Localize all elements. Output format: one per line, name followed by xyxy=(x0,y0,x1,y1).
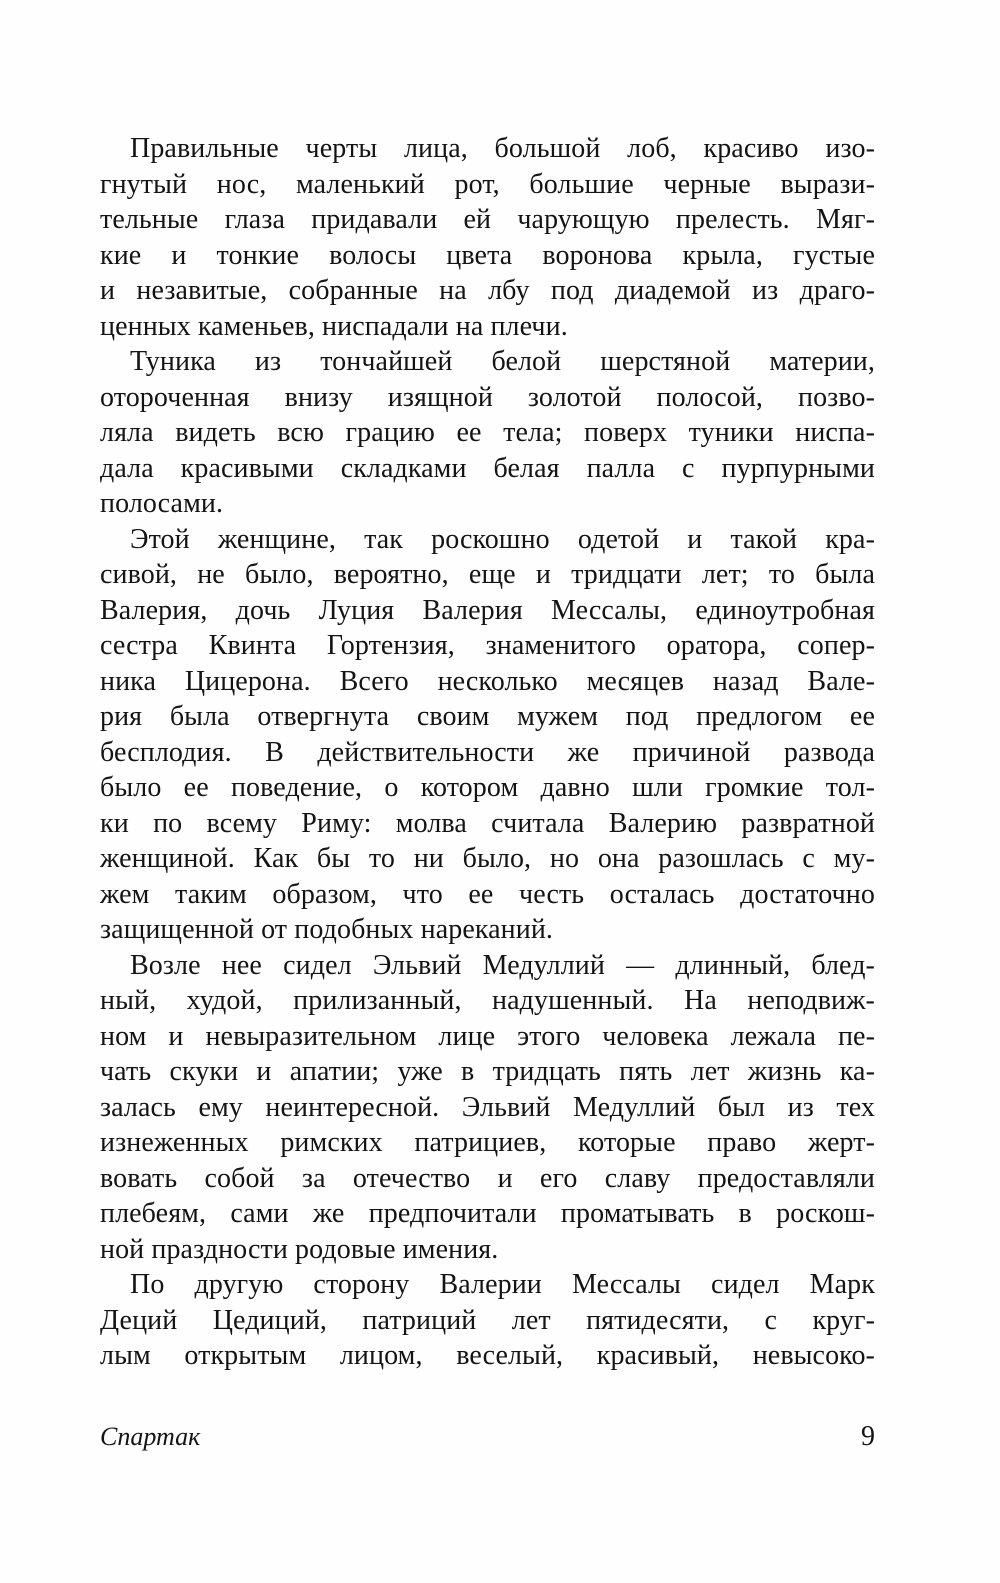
text-line: сивой, не было, вероятно, еще и тридцати лет; то была xyxy=(100,559,875,590)
text-line: ном и невыразительном лице этого человека лежала пе- xyxy=(100,1020,875,1052)
page-footer xyxy=(100,1420,875,1454)
text-line: жем таким образом, что ее честь осталась достаточно xyxy=(100,878,875,910)
text-line: тельные глаза придавали ей чарующую прелесть. Мяг- xyxy=(100,204,875,235)
text-line: ценных каменьев, ниспадали на плечи. xyxy=(100,310,568,342)
text-line: женщиной. Как бы то ни было, но она разошлась с му- xyxy=(100,843,875,874)
text-line: Возле нее сидел Эльвий Медуллий — длинный, блед- xyxy=(130,949,875,981)
text-line: По другую сторону Валерии Мессалы сидел Марк xyxy=(130,1269,875,1300)
text-line: изнеженных римских патрициев, которые право жерт- xyxy=(100,1127,875,1158)
text-line: кие и тонкие волосы цвета воронова крыла, густые xyxy=(100,239,875,271)
text-line: отороченная внизу изящной золотой полосой, позво- xyxy=(100,381,875,413)
page-number: 9 xyxy=(861,1421,875,1452)
text-line: ника Цицерона. Всего несколько месяцев назад Вале- xyxy=(100,665,875,697)
text-line: Деций Цедиций, патриций лет пятидесяти, с круг- xyxy=(100,1304,875,1336)
text-line: ляла видеть всю грацию ее тела; поверх туники ниспа- xyxy=(100,417,875,448)
running-title: Спартак xyxy=(100,1422,201,1451)
text-line: и незавитые, собранные на лбу под диадемой из драго- xyxy=(100,275,875,306)
text-line: гнутый нос, маленький рот, большие черные вырази- xyxy=(100,168,875,200)
text-line: лым открытым лицом, веселый, красивый, невысоко- xyxy=(100,1340,875,1371)
text-line: было ее поведение, о котором давно шли громкие тол- xyxy=(100,772,875,803)
text-line: чать скуки и апатии; уже в тридцать пять лет жизнь ка- xyxy=(100,1056,875,1087)
text-line: плебеям, сами же предпочитали проматывать в роскош- xyxy=(100,1198,875,1229)
text-line: полосами. xyxy=(100,488,224,519)
text-block xyxy=(100,131,875,1374)
text-line: дала красивыми складками белая палла с пурпурными xyxy=(100,452,875,484)
text-line: сестра Квинта Гортензия, знаменитого оратора, сопер- xyxy=(100,630,875,661)
text-line: бесплодия. В действительности же причиной развода xyxy=(100,736,875,768)
text-line: защищенной от подобных нареканий. xyxy=(100,914,554,945)
text-line: Туника из тончайшей белой шерстяной материи, xyxy=(130,346,875,377)
text-line: ной праздности родовые имения. xyxy=(100,1233,499,1265)
text-line: Правильные черты лица, большой лоб, красиво изо- xyxy=(130,133,875,164)
text-line: ный, худой, прилизанный, надушенный. На неподвиж- xyxy=(100,985,875,1016)
text-line: Этой женщине, так роскошно одетой и такой кра- xyxy=(130,523,875,555)
text-line: вовать собой за отечество и его славу предоставляли xyxy=(100,1162,875,1194)
text-line: залась ему неинтересной. Эльвий Медуллий был из тех xyxy=(100,1091,875,1123)
text-line: Валерия, дочь Луция Валерия Мессалы, единоутробная xyxy=(100,594,875,626)
text-line: ки по всему Риму: молва считала Валерию развратной xyxy=(100,807,875,839)
text-line: рия была отвергнута своим мужем под предлогом ее xyxy=(100,701,875,732)
